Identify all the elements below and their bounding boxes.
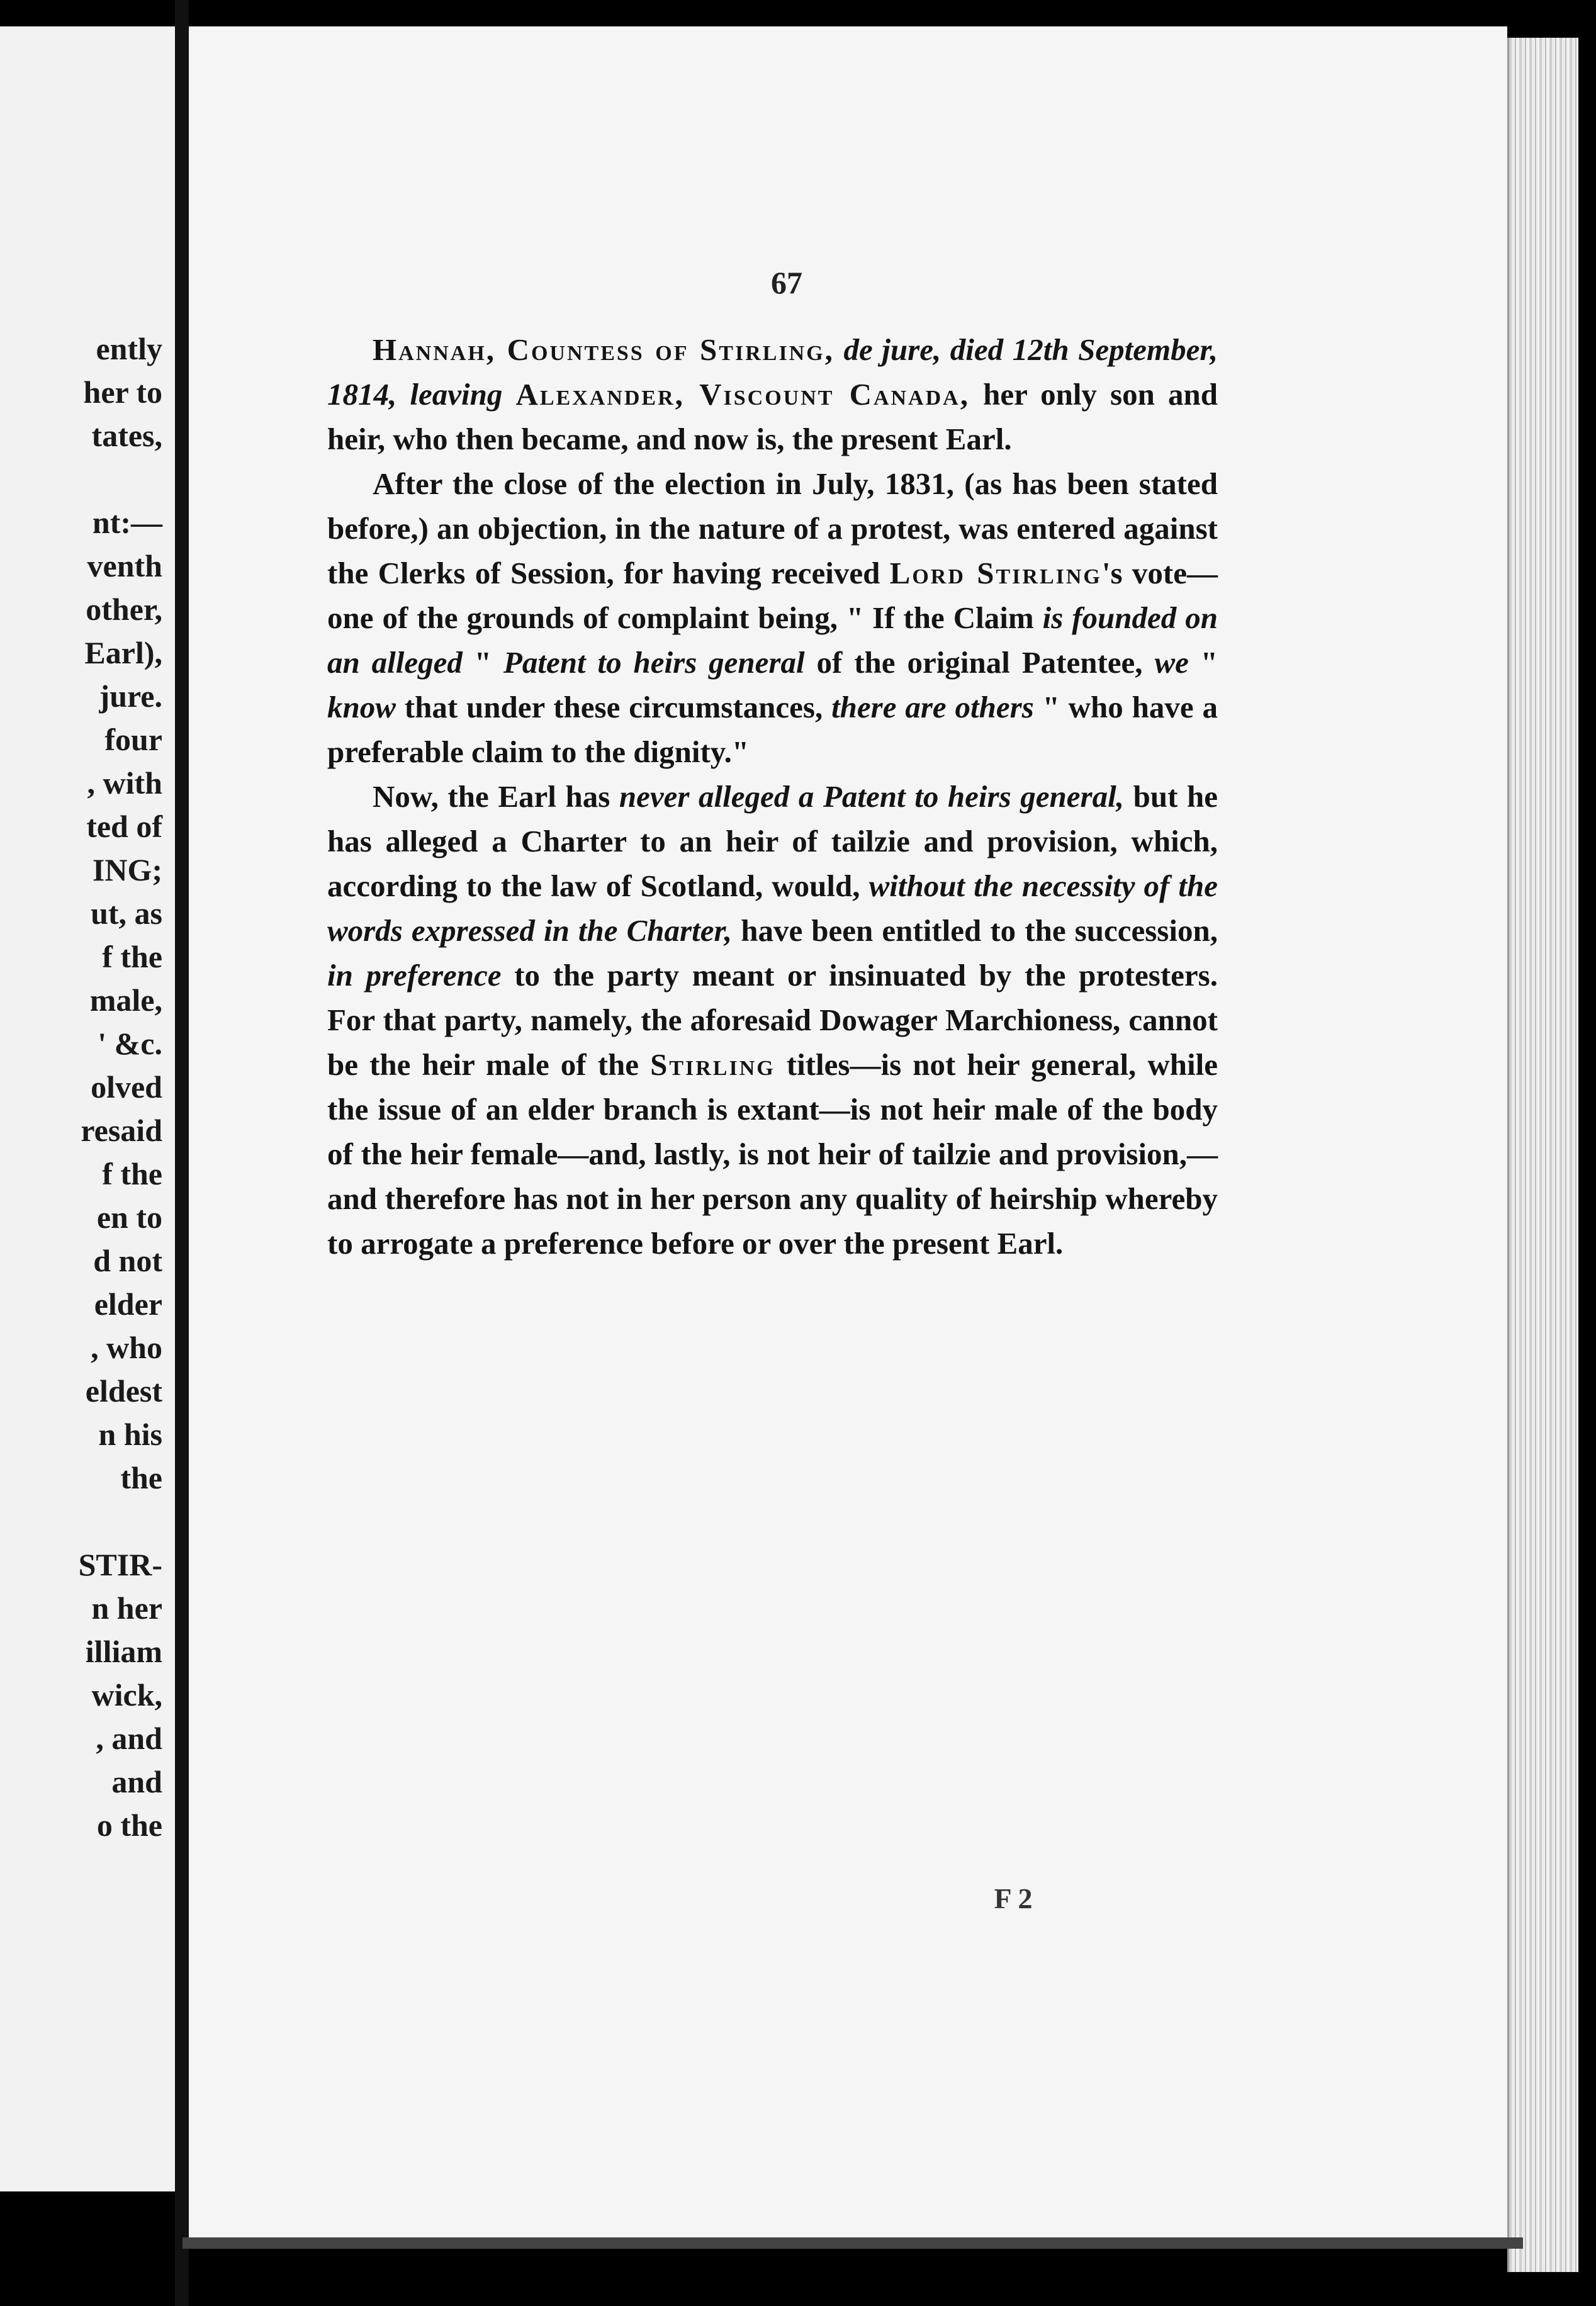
p2-text-2: 's vote—one of the grounds of complaint being, " If the Claim xyxy=(327,556,1218,635)
paragraph-2 xyxy=(327,461,1218,774)
left-page-line: wick, xyxy=(91,1677,162,1713)
left-page-line: f the xyxy=(102,939,162,974)
name-alexander: Alexander, Viscount Canada, xyxy=(515,377,970,412)
p3-text-4: to the party meant or insinuated by the protesters. For that party, namely, the aforesaid Dowager Marchioness, cannot be the heir male of the xyxy=(327,958,1218,1082)
left-page-line: male, xyxy=(89,982,162,1018)
left-page-line: tates, xyxy=(91,418,162,453)
p3-text-1: Now, the Earl has xyxy=(373,779,619,814)
paragraph-1 xyxy=(327,327,1218,461)
left-page-line: and xyxy=(111,1764,162,1799)
p3-italic-3: in preference xyxy=(327,958,502,993)
p2-italic-4: know xyxy=(327,690,396,724)
main-text xyxy=(327,327,1218,1266)
page-edges xyxy=(1507,38,1578,2272)
p2-italic-3: we xyxy=(1154,645,1189,680)
left-page-line: ut, as xyxy=(91,896,162,931)
p2-text-1: After the close of the election in July, 1831, (as has been stated before,) an objection, in the nature of a protest, was entered against the Clerks of Session, for having received xyxy=(327,466,1218,590)
left-page-line: illiam xyxy=(85,1634,162,1669)
p3-italic-2: without the necessity of the words expressed in the Charter, xyxy=(327,869,1218,948)
left-page-line: , with xyxy=(87,765,162,801)
left-page-line: ted of xyxy=(86,809,162,844)
left-page-line: olved xyxy=(91,1069,162,1105)
left-page-line: f the xyxy=(102,1156,162,1191)
left-page-line: elder xyxy=(94,1286,162,1322)
p2-italic-2: Patent to heirs general xyxy=(503,645,805,680)
left-page-line: other, xyxy=(86,592,162,627)
page-number: 67 xyxy=(771,265,802,300)
p3-text-5: titles—is not heir general, while the issue of an elder branch is extant—is not heir male of the body of the heir female—and, lastly, is not heir of tailzie and provision,—and therefore has not in her person any quality of heirship whereby to arrogate a preference before or over the present Earl. xyxy=(327,1047,1218,1261)
left-page-line: STIR- xyxy=(78,1547,162,1582)
left-page-line: d not xyxy=(93,1243,162,1278)
left-page-line: n his xyxy=(98,1417,162,1452)
name-hannah: Hannah, Countess of Stirling, xyxy=(373,332,835,367)
book-gutter xyxy=(175,0,189,2306)
left-page-line: nt:— xyxy=(92,505,162,540)
left-page-line: resaid xyxy=(81,1113,162,1148)
left-page-fragment xyxy=(0,26,175,2191)
page-bottom-edge xyxy=(183,2237,1523,2249)
left-page-line: en to xyxy=(96,1200,162,1235)
left-page-line: o the xyxy=(96,1808,162,1843)
p2-text-3: of the original Patentee, xyxy=(804,645,1155,680)
p2-quote-1: " xyxy=(462,645,503,680)
left-page-line: Earl), xyxy=(84,635,162,670)
left-page-line: eldest xyxy=(85,1373,162,1409)
name-stirling: Stirling xyxy=(650,1047,775,1082)
p2-quote-2: " xyxy=(1188,645,1218,680)
left-page-line: ently xyxy=(96,331,162,366)
left-page-blank-line xyxy=(79,1500,162,1543)
p3-italic-1: never alleged a Patent to heirs general, xyxy=(619,779,1124,814)
left-page-line: ING; xyxy=(92,852,162,887)
p3-text-2: but he has alleged a Charter to an heir of tailzie and provision, which, according to the law of Scotland, would, xyxy=(327,779,1218,903)
left-page-line: , and xyxy=(96,1721,162,1756)
left-page-line: her to xyxy=(83,374,162,410)
de-jure-text: de jure, died 12th September, 1814, leaving xyxy=(327,332,1218,412)
p2-italic-1: is founded on an alleged xyxy=(327,600,1218,680)
printer-signature-mark: F 2 xyxy=(994,1882,1033,1915)
p1-tail: her only son and heir, who then became, and now is, the present Earl. xyxy=(327,377,1218,456)
left-page-blank-line xyxy=(79,458,162,501)
left-page-line: , who xyxy=(91,1330,162,1365)
p3-text-3: have been entitled to the succession, xyxy=(732,913,1218,948)
left-page-line: venth xyxy=(87,548,162,583)
left-page-line: n her xyxy=(91,1590,162,1626)
left-page-line: the xyxy=(120,1460,162,1495)
left-page-line: jure. xyxy=(99,678,162,714)
p2-italic-5: there are others xyxy=(831,690,1034,724)
left-page-text-column xyxy=(79,327,162,1847)
name-lord-stirling: Lord Stirling xyxy=(889,556,1102,590)
left-page-line: four xyxy=(104,722,162,757)
paragraph-3 xyxy=(327,774,1218,1266)
left-page-line: ' &c. xyxy=(98,1026,162,1061)
p2-text-4: that under these circumstances, xyxy=(395,690,832,724)
p2-text-5: " who have a preferable claim to the dignity." xyxy=(327,690,1218,769)
